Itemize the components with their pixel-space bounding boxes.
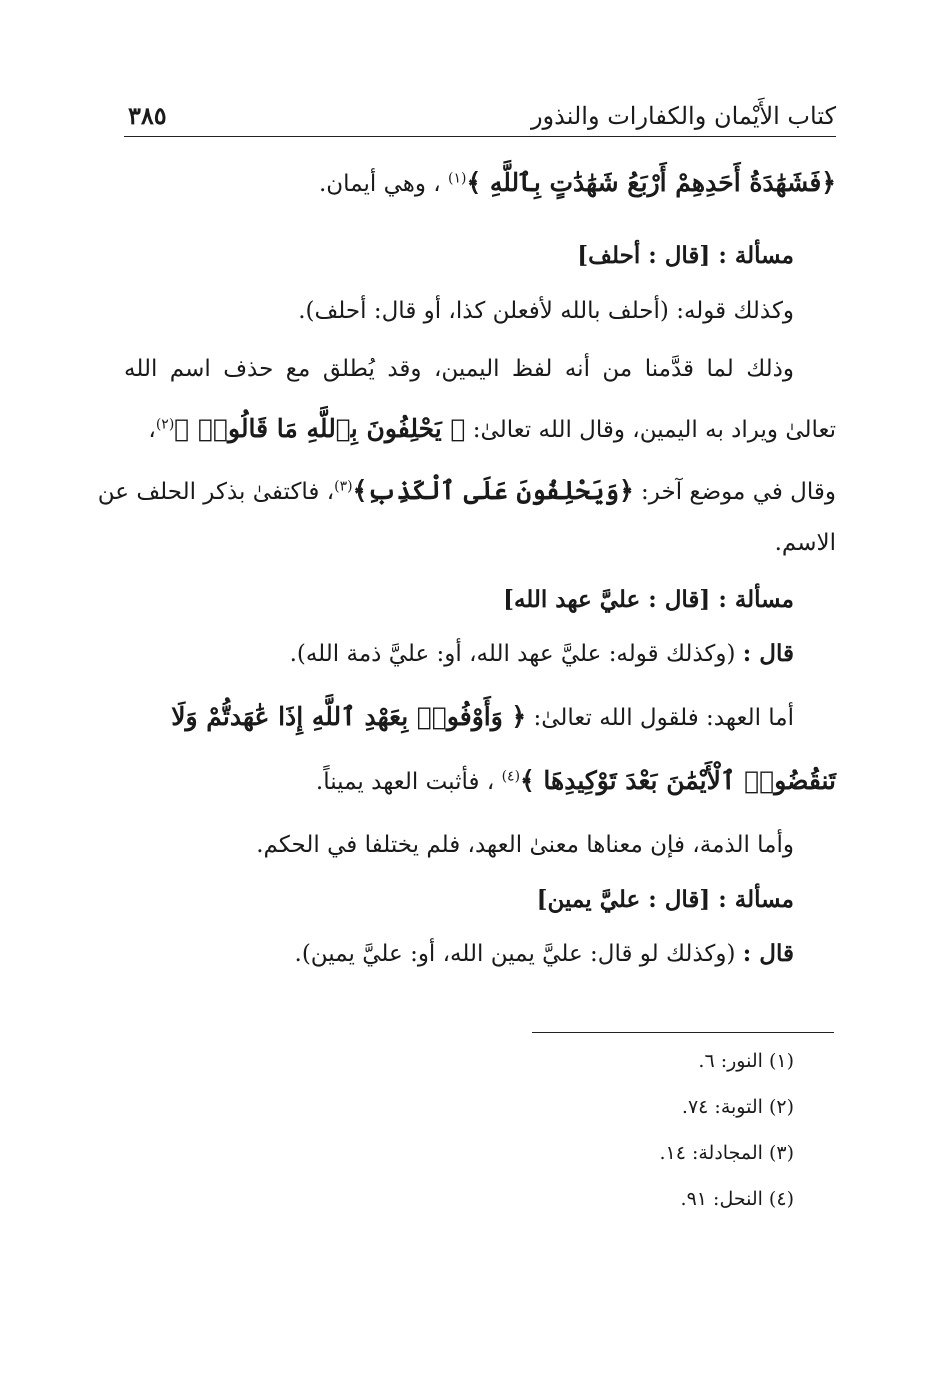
issue-heading: مسألة : [قال : عليَّ يمين] [536,886,794,913]
footnote-marker: (١) [448,170,467,187]
text-run: ، فاكتفىٰ بذكر الحلف عن [97,479,335,505]
qal-label: قال : [742,940,794,967]
text-line [290,640,794,669]
page-number: ٣٨٥ [128,101,167,130]
qal-label: قال : [742,640,794,667]
footnote-marker: (٤) [501,768,521,785]
footnote-divider [532,1032,834,1033]
quran-verse: ﴿فَشَهَٰدَةُ أَحَدِهِمْ أَرْبَعُ شَهَٰدَٰتٍ بِٱللَّهِ ﴾ [466,168,836,197]
text-run: أما العهد: فلقول الله تعالىٰ: [533,705,794,731]
quran-verse: ﴿ وَأَوْفُوا۟ بِعَهْدِ ٱللَّهِ إِذَا عَٰهَدتُّمْ وَلَا [171,702,527,731]
footnote: (٤) النحل: ٩١. [680,1188,794,1210]
text-line: الاسم. [774,530,836,556]
text-line: وكذلك قوله: (أحلف بالله لأفعلن كذا، أو قال: أحلف). [298,298,794,324]
footnote-marker: (٣) [334,478,353,495]
text-run: ، وهي أيمان. [318,171,441,197]
text-line [316,766,836,797]
issue-heading: مسألة : [قال : عليَّ عهد الله] [503,586,794,613]
text-line: وذلك لما قدَّمنا من أنه لفظ اليمين، وقد يُطلق مع حذف اسم الله [124,356,794,382]
quran-verse: تَنقُضُوا۟ ٱلْأَيْمَٰنَ بَعْدَ تَوْكِيدِهَا ﴾ [520,766,836,795]
text-run: وقال في موضع آخر: [641,479,836,505]
text-line [319,168,836,199]
text-run: ، [148,417,156,443]
text-line [171,702,794,733]
text-line: وأما الذمة، فإن معناها معنىٰ العهد، فلم يختلفا في الحكم. [256,832,794,858]
text-run: تعالىٰ ويراد به اليمين، وقال الله تعالىٰ: [472,417,836,443]
page-header [124,96,836,137]
text-line [148,414,836,445]
footnote: (٣) المجادلة: ١٤. [659,1142,794,1164]
text-line [295,940,794,969]
text-run: (وكذلك لو قال: عليَّ يمين الله، أو: عليَّ يمين). [294,941,736,967]
header-title: كتاب الأَيْمان والكفارات والنذور [530,102,836,130]
text-run: (وكذلك قوله: عليَّ عهد الله، أو: عليَّ ذمة الله). [289,641,736,667]
quran-verse: ﴿ يَحْلِفُونَ بِٱللَّهِ مَا قَالُوا۟ ﴾ [174,414,466,443]
text-line [98,476,836,507]
footnote: (١) النور: ٦. [698,1050,794,1072]
footnote-marker: (٢) [155,416,175,433]
footnote: (٢) التوبة: ٧٤. [681,1096,794,1118]
quran-verse: ﴿وَيَحْلِفُونَ عَلَى ٱلْكَذِبِ﴾ [352,476,634,505]
issue-heading: مسألة : [قال : أحلف] [577,242,794,269]
text-run: ، فأثبت العهد يميناً. [315,769,495,795]
